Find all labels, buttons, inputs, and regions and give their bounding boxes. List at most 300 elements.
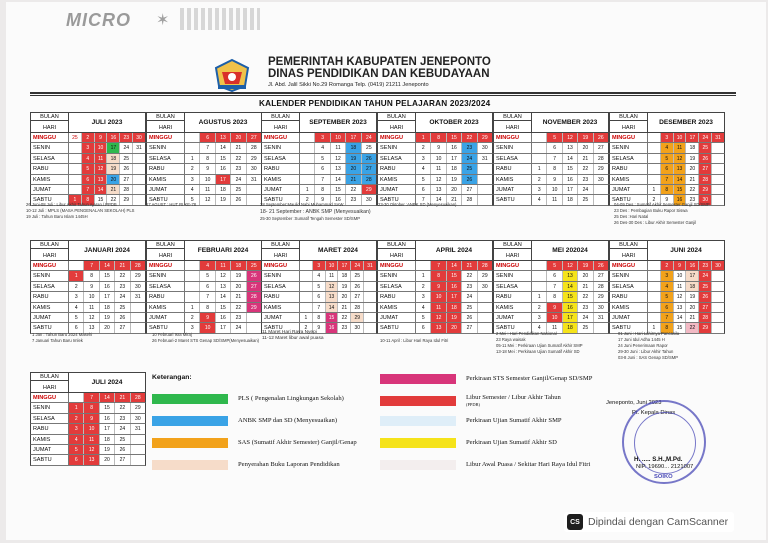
date-cell: 3 — [313, 261, 326, 270]
date-cell: 5 — [416, 313, 431, 322]
date-cell: 29 — [135, 405, 141, 412]
day-name: SELASA — [147, 154, 185, 163]
date-cell: 24 — [699, 133, 712, 142]
month-header: BULAN HARI JANUARI 2024 — [30, 240, 146, 261]
date-cell: 30 — [251, 166, 257, 173]
date-cell: 20 — [231, 133, 246, 142]
date-cell — [532, 133, 547, 142]
month-name: DESEMBER 2023 — [659, 119, 713, 126]
date-cell: 29 — [699, 185, 712, 194]
date-cell: 20 — [578, 271, 593, 280]
legend-swatch — [380, 438, 456, 448]
week-day-row — [609, 282, 725, 292]
date-cell: 19 — [447, 175, 462, 184]
camscanner-watermark — [564, 512, 734, 532]
date-cell: 1 — [69, 195, 82, 204]
date-cell: 29 — [247, 303, 261, 312]
date-cell: 17 — [563, 313, 578, 322]
notes-april: 10-11 April : Libur Hari Raya Idul Fitri — [380, 338, 449, 343]
notes-may: 2 Mei : Hari Pendidikan Nasional 23 Raya waisak 05-11 Mei : Perkiraan Ujian Sumatif Akhir SMP 13-18 Mei : Perkiraan Ujian Sumatif Akhir SD — [496, 331, 583, 354]
week-day-row — [261, 185, 377, 195]
week-day-row — [30, 292, 146, 302]
week-day-row — [609, 292, 725, 302]
date-cell — [131, 313, 145, 322]
week-day-row — [609, 261, 725, 271]
day-name: JUMAT — [494, 313, 532, 322]
date-cell: 9 — [200, 164, 215, 173]
week-day-row — [377, 261, 493, 271]
date-cell: 21 — [447, 195, 462, 204]
date-cell: 12 — [431, 175, 446, 184]
day-name: SELASA — [610, 154, 648, 163]
date-cell: 15 — [674, 185, 687, 194]
day-name: RABU — [378, 292, 416, 301]
legend-item — [152, 438, 357, 448]
date-cell: 6 — [200, 133, 215, 142]
date-cell: 24 — [362, 133, 376, 142]
date-cell: 6 — [69, 455, 84, 464]
date-cell: 31 — [136, 145, 142, 152]
week-day-row — [609, 175, 725, 185]
date-cell: 6 — [416, 185, 431, 194]
date-cell: 18 — [686, 143, 699, 152]
month-header: BULAN HARI SEPTEMBER 2023 — [261, 112, 377, 133]
date-cell: 9 — [84, 414, 99, 423]
date-cell: 25 — [115, 435, 130, 444]
date-cell — [594, 195, 608, 204]
date-cell: 7 — [431, 261, 446, 270]
date-cell: 3 — [69, 292, 84, 301]
date-cell: 2 — [532, 175, 547, 184]
date-cell: 29 — [699, 323, 712, 332]
date-cell — [532, 271, 547, 280]
legend-label: Perkiraan Ujian Sumatif Akhir SMP — [466, 417, 562, 424]
date-cell: 14 — [563, 154, 578, 163]
date-cell — [185, 261, 200, 270]
date-cell: 20 — [447, 323, 462, 332]
date-cell: 25 — [231, 185, 246, 194]
date-cell — [69, 261, 84, 270]
day-name: JUMAT — [610, 185, 648, 194]
date-cell — [712, 303, 724, 312]
date-cell: 24 — [578, 313, 593, 322]
date-cell: 31 — [364, 261, 376, 270]
month-block — [493, 240, 609, 334]
week-day-row — [609, 271, 725, 281]
date-cell: 4 — [200, 261, 215, 270]
day-name: JUMAT — [147, 185, 185, 194]
week-day-row — [493, 175, 609, 185]
week-day-row — [261, 282, 377, 292]
day-name: SABTU — [494, 195, 532, 204]
week-day-row — [609, 154, 725, 164]
date-cell — [185, 282, 200, 291]
date-cell: 7 — [200, 292, 215, 301]
date-cell: 23 — [231, 164, 246, 173]
date-cell: 8 — [82, 195, 95, 204]
date-cell: 12 — [326, 282, 339, 291]
notes-june: 01 Juni : Hari Lahirnya Pancasila 17 Juni Idul Adha 1445 H 24 Juni Penerimaan Rapor 29-30 Juni : Libur Akhir Tahun 03-8 Juni : SAS Genap SD/SMP — [618, 331, 680, 360]
date-cell — [69, 154, 82, 163]
date-cell: 26 — [362, 154, 376, 163]
date-cell: 15 — [326, 313, 339, 322]
date-cell: 16 — [331, 195, 346, 204]
date-cell: 22 — [231, 154, 246, 163]
date-cell: 10 — [95, 143, 108, 152]
week-day-row — [146, 175, 262, 185]
month-name: OKTOBER 2023 — [429, 119, 479, 126]
date-cell: 23 — [578, 303, 593, 312]
week-day-row — [30, 154, 146, 164]
day-name: SABTU — [262, 195, 300, 204]
month-block — [146, 240, 262, 334]
date-cell: 8 — [661, 323, 674, 332]
date-cell: 19 — [107, 164, 120, 173]
date-cell: 23 — [699, 261, 712, 270]
week-day-row — [261, 143, 377, 153]
date-cell: 20 — [686, 303, 699, 312]
date-cell: 19 — [686, 292, 699, 301]
signature-nip: NIP. 19690... 2121007 — [636, 464, 694, 470]
date-cell: 9 — [674, 261, 687, 270]
date-cell: 13 — [431, 185, 446, 194]
week-day-row — [377, 271, 493, 281]
date-cell: 28 — [362, 175, 376, 184]
week-day-row — [609, 164, 725, 174]
week-day-row — [377, 164, 493, 174]
date-cell: 15 — [100, 271, 115, 280]
day-name: SENIN — [31, 271, 69, 280]
date-cell: 6 — [200, 282, 215, 291]
day-name: SABTU — [147, 195, 185, 204]
date-cell: 4 — [532, 195, 547, 204]
week-day-row — [261, 261, 377, 271]
date-cell: 10 — [331, 133, 346, 142]
day-name: SELASA — [31, 414, 69, 423]
date-cell: 27 — [699, 303, 712, 312]
month-header: BULAN HARI JULI 2023 — [30, 112, 146, 133]
date-cell: 17 — [216, 323, 231, 332]
date-cell: 25 — [115, 303, 130, 312]
month-block — [377, 240, 493, 334]
date-cell: 4 — [661, 143, 674, 152]
signature-role: Pt. Kepala Dinas — [632, 410, 676, 416]
date-cell — [69, 164, 82, 173]
date-cell: 26 — [247, 271, 261, 280]
week-day-row — [261, 133, 377, 143]
month-block — [377, 112, 493, 206]
date-cell: 6 — [661, 164, 674, 173]
date-cell: 26 — [462, 175, 477, 184]
date-cell: 10 — [547, 313, 562, 322]
date-cell — [247, 195, 261, 204]
date-cell: 18 — [216, 185, 231, 194]
day-name: SELASA — [31, 154, 69, 163]
legend-item — [152, 460, 340, 470]
day-name: SELASA — [147, 282, 185, 291]
date-cell — [131, 303, 145, 312]
date-cell: 2 — [648, 195, 661, 204]
regency-emblem-icon — [212, 58, 252, 92]
week-day-row — [146, 133, 262, 143]
week-day-row — [493, 143, 609, 153]
day-name: SABTU — [147, 323, 185, 332]
week-day-row — [493, 261, 609, 271]
date-cell: 18 — [563, 323, 578, 332]
date-cell — [131, 445, 145, 454]
date-cell — [364, 271, 376, 280]
legend-item — [380, 460, 590, 470]
month-name: FEBRUARI 2024 — [197, 247, 249, 254]
date-cell: 18 — [231, 261, 246, 270]
week-day-row — [609, 143, 725, 153]
date-cell: 14 — [216, 292, 231, 301]
date-cell: 2 — [185, 313, 200, 322]
date-cell: 12 — [674, 154, 687, 163]
date-cell: 17 — [447, 154, 462, 163]
date-cell: 22 — [115, 271, 130, 280]
date-cell: 28 — [120, 185, 133, 194]
date-cell: 19 — [578, 261, 593, 270]
date-cell: 30 — [699, 195, 712, 204]
date-cell: 22 — [231, 303, 246, 312]
date-cell — [532, 261, 547, 270]
date-cell: 27 — [598, 273, 604, 280]
date-cell: 15 — [331, 185, 346, 194]
date-cell — [300, 282, 313, 291]
week-day-row — [377, 143, 493, 153]
gov-title: PEMERINTAH KABUPATEN JENEPONTO — [268, 56, 491, 68]
legend-label: SAS (Sumatif Akhir Semester) Ganjil/Genap — [238, 439, 357, 446]
camscanner-icon: CS — [567, 514, 583, 530]
date-cell: 14 — [326, 303, 339, 312]
date-cell: 20 — [447, 185, 462, 194]
date-cell: 4 — [313, 271, 326, 280]
date-cell: 3 — [532, 185, 547, 194]
day-name: RABU — [147, 164, 185, 173]
date-cell: 13 — [331, 164, 346, 173]
day-name: JUMAT — [147, 313, 185, 322]
date-cell: 29 — [362, 185, 376, 194]
date-cell: 14 — [100, 261, 115, 270]
date-cell: 2 — [416, 143, 431, 152]
date-cell: 7 — [82, 185, 95, 194]
week-day-row — [146, 154, 262, 164]
date-cell: 22 — [462, 271, 477, 280]
date-cell: 8 — [431, 271, 446, 280]
date-cell: 2 — [661, 261, 674, 270]
date-cell: 11 — [326, 271, 339, 280]
legend-item — [152, 416, 337, 426]
date-cell: 11 — [547, 323, 562, 332]
date-cell: 13 — [95, 175, 108, 184]
date-cell: 17 — [563, 185, 578, 194]
week-day-row — [493, 185, 609, 195]
day-name: RABU — [494, 292, 532, 301]
date-cell: 10 — [547, 185, 562, 194]
date-cell: 30 — [482, 145, 488, 152]
date-cell — [478, 185, 492, 194]
date-cell: 16 — [563, 303, 578, 312]
date-cell: 14 — [216, 143, 231, 152]
date-cell: 28 — [251, 145, 257, 152]
day-name: SENIN — [31, 143, 69, 152]
legend-swatch — [380, 374, 456, 384]
day-name: SELASA — [262, 154, 300, 163]
date-cell — [185, 292, 200, 301]
week-day-row — [146, 313, 262, 323]
date-cell: 15 — [563, 292, 578, 301]
day-name: RABU — [31, 424, 69, 433]
date-cell: 9 — [95, 133, 108, 142]
date-cell: 12 — [674, 292, 687, 301]
date-cell: 2 — [82, 133, 95, 142]
date-cell: 8 — [547, 164, 562, 173]
notes-october: 23-30 Oktober :ANBK SD (Menyesuaikan) — [378, 202, 457, 207]
date-cell: 30 — [598, 176, 604, 183]
day-name: SABTU — [610, 323, 648, 332]
notes-september: 28 September:Maulid Nabi Muhammad SAW 18- 21 September : ANBK SMP (Menyesuaikan) 25-30 September :Sumatif Tengah Semester SD/SMP — [260, 202, 371, 221]
date-cell: 19 — [578, 133, 593, 142]
date-cell: 7 — [661, 313, 674, 322]
day-name: RABU — [31, 292, 69, 301]
date-cell: 30 — [351, 323, 364, 332]
legend-swatch — [380, 460, 456, 470]
legend-item — [380, 438, 557, 448]
date-cell: 1 — [69, 271, 84, 280]
day-name: SABTU — [31, 195, 69, 204]
date-cell: 15 — [216, 303, 231, 312]
date-cell: 15 — [95, 195, 108, 204]
legend-item — [380, 374, 592, 384]
date-cell: 10 — [674, 271, 687, 280]
day-name: SENIN — [378, 143, 416, 152]
date-cell: 11 — [674, 282, 687, 291]
date-cell — [478, 323, 492, 332]
date-cell — [712, 175, 724, 184]
date-cell: 3 — [185, 175, 200, 184]
date-cell: 21 — [686, 175, 699, 184]
week-day-row — [30, 143, 146, 153]
date-cell — [712, 185, 724, 194]
day-name: SABTU — [31, 455, 69, 464]
month-block — [261, 240, 377, 334]
legend-title: Keterangan: — [152, 374, 192, 381]
date-cell: 4 — [532, 323, 547, 332]
day-name: SENIN — [494, 271, 532, 280]
week-day-row — [30, 271, 146, 281]
date-cell: 8 — [313, 313, 326, 322]
date-cell: 25 — [462, 303, 477, 312]
date-cell — [185, 143, 200, 152]
official-stamp — [622, 400, 706, 484]
date-cell: 3 — [185, 323, 200, 332]
date-cell: 11 — [331, 143, 346, 152]
month-block — [493, 112, 609, 206]
week-day-row — [261, 164, 377, 174]
date-cell: 27 — [462, 185, 477, 194]
date-cell: 17 — [338, 261, 351, 270]
date-cell: 9 — [547, 303, 562, 312]
date-cell: 4 — [185, 185, 200, 194]
date-cell: 23 — [686, 195, 699, 204]
day-name: SELASA — [31, 282, 69, 291]
month-header: BULAN HARI MEI 202024 — [493, 240, 609, 261]
date-cell: 16 — [216, 313, 231, 322]
date-cell: 6 — [547, 143, 562, 152]
date-cell: 4 — [69, 435, 84, 444]
month-block — [261, 112, 377, 206]
date-cell: 7 — [313, 303, 326, 312]
date-cell: 21 — [346, 175, 361, 184]
week-day-row — [377, 175, 493, 185]
date-cell: 5 — [69, 313, 84, 322]
date-cell: 6 — [416, 323, 431, 332]
month-name: MEI 202024 — [552, 247, 588, 254]
date-cell — [648, 133, 661, 142]
date-cell — [131, 323, 145, 332]
date-cell — [532, 154, 547, 163]
day-name: SENIN — [147, 271, 185, 280]
date-cell: 8 — [200, 154, 215, 163]
date-cell: 19 — [447, 313, 462, 322]
date-cell: 3 — [416, 154, 431, 163]
date-cell — [648, 143, 661, 152]
week-day-row — [146, 185, 262, 195]
day-name: JUMAT — [378, 185, 416, 194]
week-day-row — [30, 313, 146, 323]
date-cell: 26 — [594, 261, 608, 270]
week-day-row — [377, 133, 493, 143]
day-name: KAMIS — [610, 303, 648, 312]
date-cell: 17 — [686, 133, 699, 142]
day-name: SELASA — [378, 154, 416, 163]
week-day-row — [493, 313, 609, 323]
date-cell: 28 — [699, 313, 712, 322]
week-day-row — [30, 133, 146, 143]
date-cell: 27 — [362, 164, 376, 173]
date-cell: 2 — [532, 303, 547, 312]
week-day-row — [30, 164, 146, 174]
date-cell: 3 — [69, 424, 84, 433]
date-cell: 14 — [674, 313, 687, 322]
date-cell: 17 — [346, 133, 361, 142]
date-cell: 18 — [447, 303, 462, 312]
date-cell: 18 — [346, 143, 361, 152]
date-cell: 3 — [315, 133, 330, 142]
day-name: RABU — [262, 292, 300, 301]
date-cell: 21 — [115, 261, 130, 270]
date-cell — [185, 271, 200, 280]
date-cell: 13 — [563, 271, 578, 280]
date-cell: 31 — [135, 426, 141, 433]
date-cell: 11 — [200, 185, 215, 194]
date-cell: 16 — [107, 133, 120, 142]
month-block — [30, 372, 146, 466]
date-cell: 13 — [563, 143, 578, 152]
star-icon: ✶ — [156, 12, 170, 29]
date-cell: 5 — [200, 271, 215, 280]
date-cell: 11 — [216, 261, 231, 270]
date-cell: 27 — [247, 133, 261, 142]
day-name: MINGGU — [262, 261, 300, 270]
date-cell — [478, 292, 492, 301]
date-cell: 14 — [563, 282, 578, 291]
date-cell: 24 — [115, 424, 130, 433]
month-block — [609, 240, 725, 334]
date-cell: 10 — [674, 133, 687, 142]
week-day-row — [30, 455, 146, 465]
